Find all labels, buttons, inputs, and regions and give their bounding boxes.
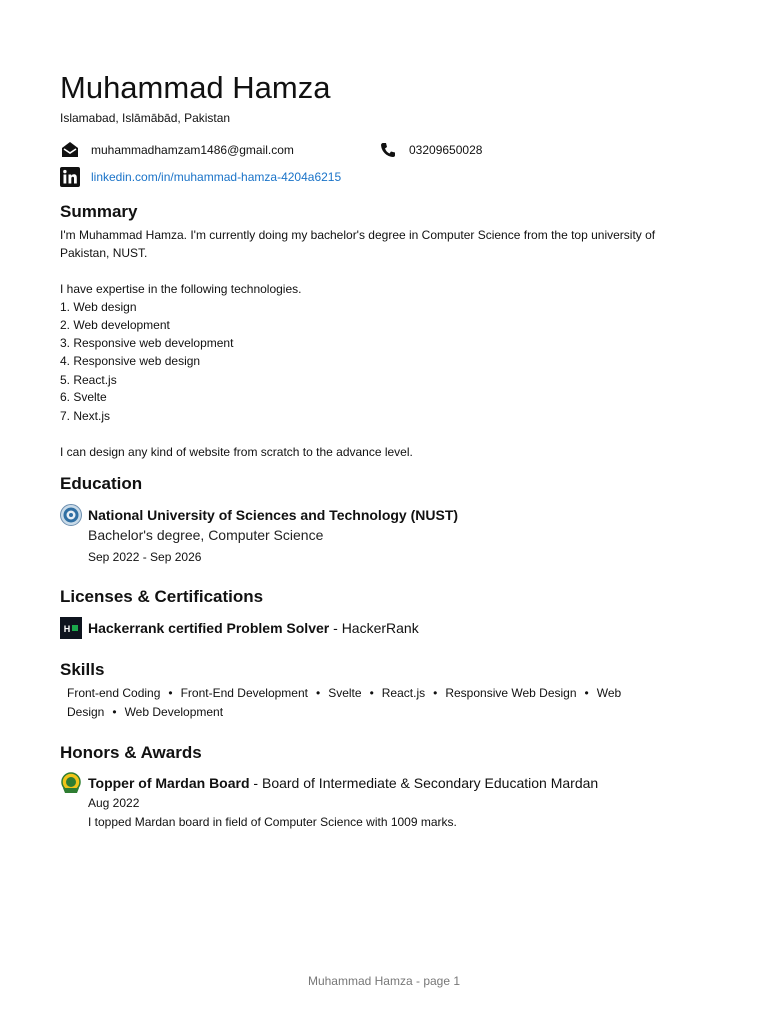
board-logo-icon bbox=[60, 772, 82, 794]
phone-text[interactable]: 03209650028 bbox=[409, 143, 483, 157]
page-footer: Muhammad Hamza - page 1 bbox=[307, 974, 461, 988]
skill-separator: • bbox=[316, 686, 321, 700]
resume-name: Muhammad Hamza bbox=[60, 70, 331, 105]
skills-line bbox=[67, 703, 687, 722]
summary-line: 2. Web development bbox=[60, 318, 170, 332]
summary-line: 4. Responsive web design bbox=[60, 354, 201, 368]
certification-title: Hackerrank certified Problem Solver - HackerRank bbox=[88, 620, 419, 636]
skill-item: Front-End Development bbox=[180, 686, 308, 700]
honor-date: Aug 2022 bbox=[88, 796, 140, 810]
linkedin-icon bbox=[60, 167, 80, 187]
summary-heading: Summary bbox=[60, 202, 138, 221]
certifications-heading: Licenses & Certifications bbox=[60, 587, 264, 606]
linkedin-link[interactable]: linkedin.com/in/muhammad-hamza-4204a6215 bbox=[91, 170, 342, 184]
skills-line bbox=[67, 684, 687, 703]
degree-text: Bachelor's degree, Computer Science bbox=[88, 527, 324, 543]
phone-icon bbox=[378, 140, 398, 160]
svg-text:H: H bbox=[63, 624, 71, 634]
skill-item: Design bbox=[67, 705, 105, 719]
skills-heading: Skills bbox=[60, 660, 105, 679]
summary-line: I can design any kind of website from scratch to the advance level. bbox=[60, 445, 413, 459]
skill-item: Responsive Web Design bbox=[445, 686, 577, 700]
summary-line: Pakistan, NUST. bbox=[60, 246, 148, 260]
skill-separator: • bbox=[168, 686, 173, 700]
summary-line: I'm Muhammad Hamza. I'm currently doing my bachelor's degree in Computer Science from the top university of bbox=[60, 228, 656, 242]
summary-line: 7. Next.js bbox=[60, 409, 111, 423]
linkedin-row bbox=[60, 167, 341, 187]
phone-row bbox=[378, 140, 482, 160]
summary-line: 5. React.js bbox=[60, 373, 117, 387]
skill-separator: • bbox=[369, 686, 374, 700]
education-heading: Education bbox=[60, 474, 143, 493]
skill-item: React.js bbox=[381, 686, 426, 700]
skill-item: Front-end Coding bbox=[67, 686, 161, 700]
email-icon bbox=[60, 140, 80, 160]
email-text[interactable]: muhammadhamzam1486@gmail.com bbox=[91, 143, 294, 157]
honor-title: Topper of Mardan Board - Board of Intermediate & Secondary Education Mardan bbox=[88, 775, 599, 791]
skill-separator: • bbox=[433, 686, 438, 700]
skill-item: Web bbox=[596, 686, 622, 700]
summary-line: 3. Responsive web development bbox=[60, 336, 234, 350]
skill-separator: • bbox=[584, 686, 589, 700]
skill-separator: • bbox=[112, 705, 117, 719]
school-name: National University of Sciences and Technology (NUST) bbox=[88, 507, 459, 523]
location-text: Islamabad, Islāmābād, Pakistan bbox=[60, 111, 231, 125]
skill-item: Svelte bbox=[328, 686, 362, 700]
education-dates: Sep 2022 - Sep 2026 bbox=[88, 550, 202, 564]
email-row bbox=[60, 140, 294, 160]
summary-line: 1. Web design bbox=[60, 300, 137, 314]
university-logo-icon bbox=[60, 504, 82, 526]
honor-description: I topped Mardan board in field of Computer Science with 1009 marks. bbox=[88, 815, 457, 829]
skill-item: Web Development bbox=[124, 705, 224, 719]
summary-line: 6. Svelte bbox=[60, 390, 107, 404]
skills-list bbox=[67, 684, 687, 722]
summary-line: I have expertise in the following technologies. bbox=[60, 282, 302, 296]
hackerrank-logo-icon bbox=[60, 617, 82, 639]
honors-heading: Honors & Awards bbox=[60, 743, 202, 762]
